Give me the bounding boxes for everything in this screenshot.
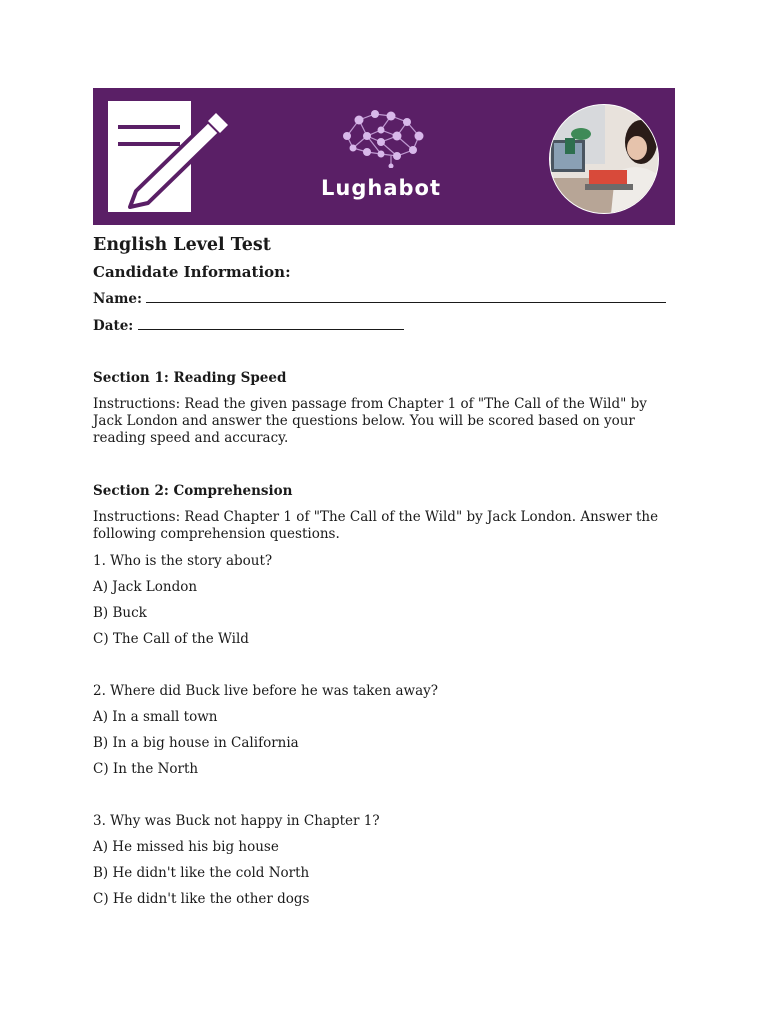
q1-option-b: B) Buck	[93, 605, 147, 621]
date-field[interactable]	[93, 317, 675, 335]
name-field[interactable]	[93, 290, 675, 308]
q2-option-b: B) In a big house in California	[93, 735, 299, 751]
brand-logo-text: Lughabot	[321, 176, 441, 200]
q1-option-a: A) Jack London	[93, 579, 198, 595]
name-label: Name:	[93, 291, 142, 307]
candidate-info-heading: Candidate Information:	[93, 263, 291, 281]
section1-heading: Section 1: Reading Speed	[93, 370, 287, 386]
q3-option-a: A) He missed his big house	[93, 839, 279, 855]
date-label: Date:	[93, 318, 134, 334]
q1-option-c: C) The Call of the Wild	[93, 631, 249, 647]
question-1: 1. Who is the story about?	[93, 553, 273, 569]
q3-option-b: B) He didn't like the cold North	[93, 865, 310, 881]
brain-network-icon	[337, 106, 429, 168]
document-page	[93, 88, 675, 908]
section1-instructions: Instructions: Read the given passage from Chapter 1 of "The Call of the Wild" by Jack London and answer the questions below. You will be scored based on your reading speed and accuracy.	[93, 396, 647, 446]
q2-option-c: C) In the North	[93, 761, 199, 777]
date-underline	[138, 317, 404, 330]
q3-option-c: C) He didn't like the other dogs	[93, 891, 310, 907]
header-banner	[93, 88, 675, 225]
question-2: 2. Where did Buck live before he was taken away?	[93, 683, 438, 699]
q2-option-a: A) In a small town	[93, 709, 218, 725]
section2-heading: Section 2: Comprehension	[93, 483, 293, 499]
question-3: 3. Why was Buck not happy in Chapter 1?	[93, 813, 380, 829]
name-underline	[146, 290, 666, 303]
person-laptop-photo	[545, 104, 663, 214]
page-title: English Level Test	[93, 235, 271, 255]
document-pen-icon	[108, 101, 228, 213]
section2-instructions: Instructions: Read Chapter 1 of "The Call of the Wild" by Jack London. Answer the following comprehension questions.	[93, 509, 659, 542]
